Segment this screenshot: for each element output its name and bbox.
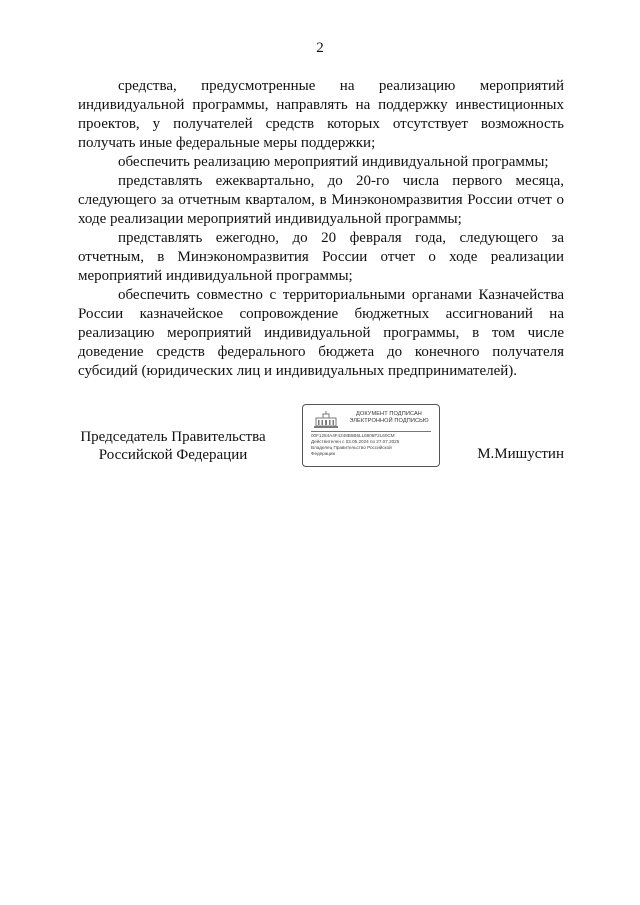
signature-block — [0, 404, 640, 474]
stamp-details — [311, 433, 437, 457]
paragraph-funds-direction: средства, предусмотренные на реализацию мероприятий индивидуальной программы, направлять на поддержку инвестиционных проектов, у получателей средств которых отсутствует возможность получать иные федеральные меры поддержки; — [78, 78, 564, 151]
document-body — [78, 77, 564, 381]
paragraph-quarterly-report: представлять ежеквартально, до 20-го числа первого месяца, следующего за отчетным кварталом, в Минэкономразвития России отчет о ходе реализации мероприятий индивидуальной программы; — [78, 173, 564, 227]
stamp-owner-line2: Федерации — [311, 451, 336, 456]
paragraph-treasury-support: обеспечить совместно с территориальными органами Казначейства России казначейское сопровождение бюджетных ассигнований на реализацию мероприятий индивидуальной программы, в том числе доведение средств федерального бюджета до конечного получателя субсидий (юридических лиц и индивидуальных предпринимателей). — [78, 287, 564, 379]
stamp-heading-line2: ЭЛЕКТРОННОЙ ПОДПИСЬЮ — [349, 418, 429, 424]
stamp-heading — [343, 411, 435, 425]
page-number: 2 — [316, 40, 324, 56]
stamp-heading-line1: ДОКУМЕНТ ПОДПИСАН — [356, 411, 422, 417]
signer-title — [78, 428, 268, 464]
signer-title-line1: Председатель Правительства — [80, 429, 266, 445]
paragraph-annual-report: представлять ежегодно, до 20 февраля года, следующего за отчетным, в Минэкономразвития России отчет о ходе реализации мероприятий индивидуальной программы; — [78, 230, 564, 284]
paragraph-ensure-implementation: обеспечить реализацию мероприятий индивидуальной программы; — [118, 154, 549, 170]
signer-title-line2: Российской Федерации — [98, 447, 248, 463]
stamp-divider — [311, 431, 431, 432]
electronic-signature-stamp — [302, 404, 440, 467]
stamp-owner-line1: Владелец Правительство Российской — [311, 445, 392, 450]
government-building-icon — [313, 411, 339, 429]
signer-name: М.Мишустин — [477, 446, 564, 462]
stamp-certificate: 00F1284A4F4248B5B6LL6806F2L60CM — [311, 433, 395, 438]
stamp-validity: Действителен с 03.05.2024 по 27.07.2025 — [311, 439, 400, 444]
